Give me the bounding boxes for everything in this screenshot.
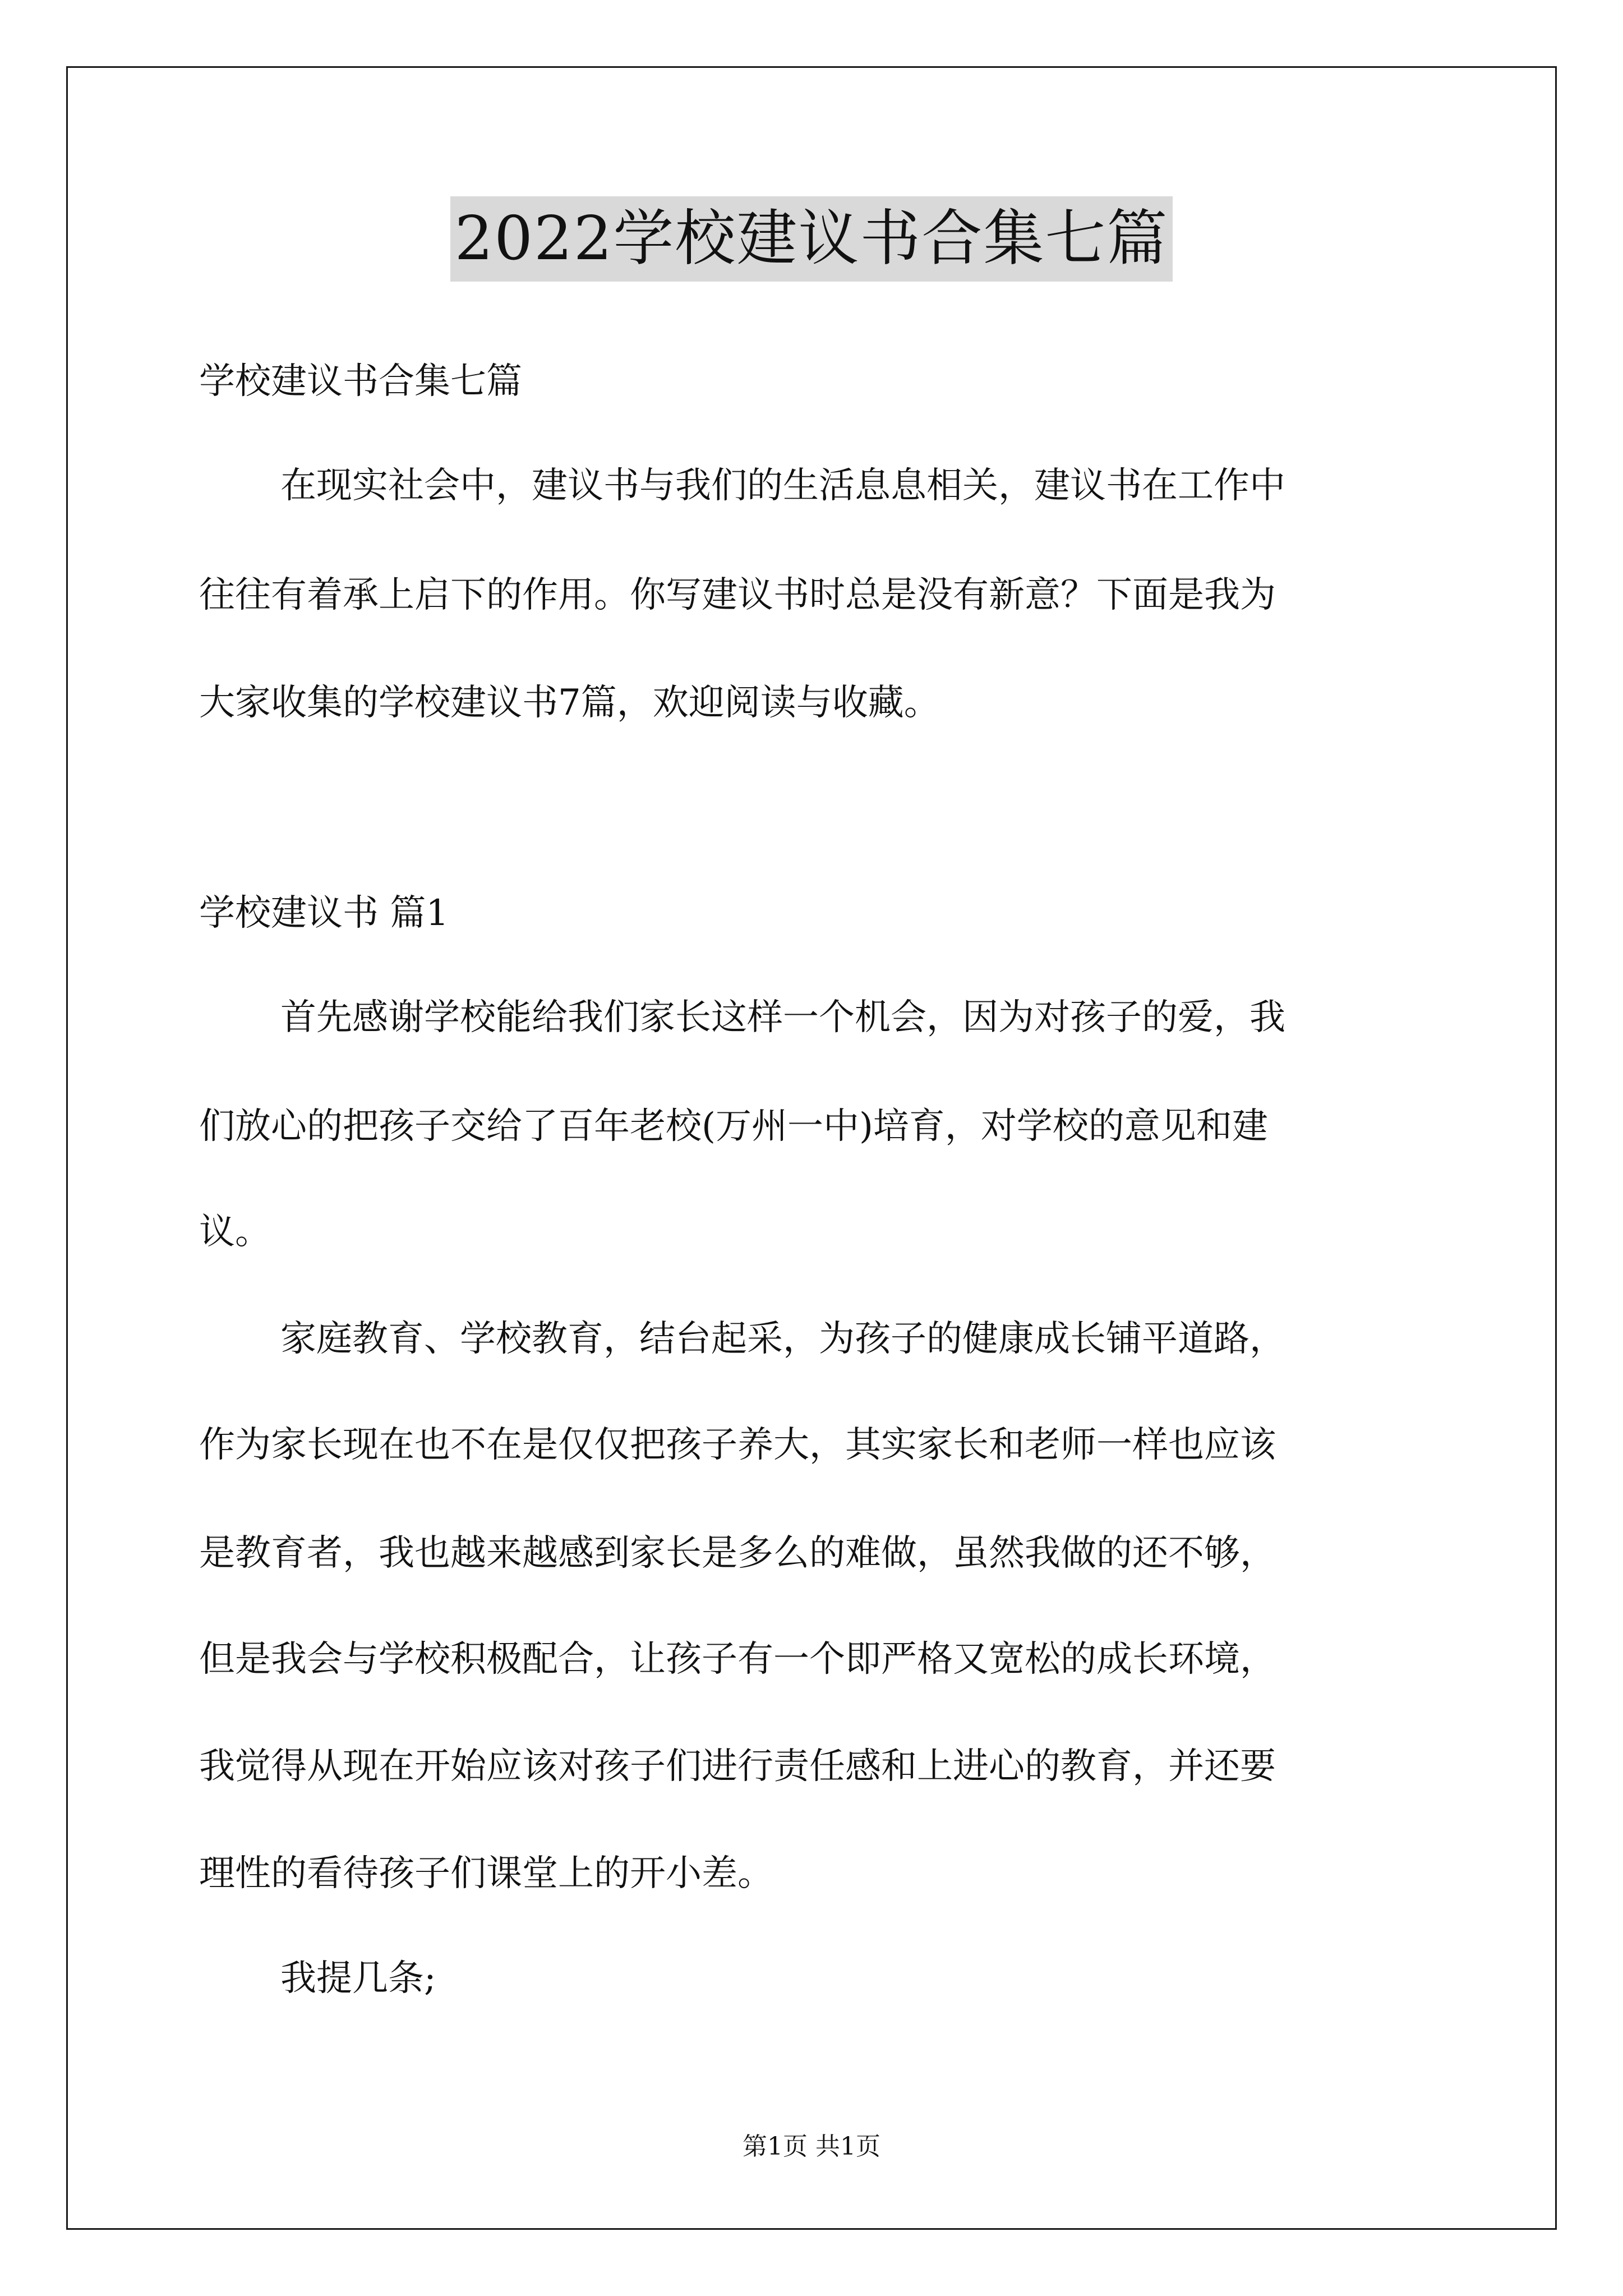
paragraph-line: 我提几条; — [280, 1958, 436, 1999]
paragraph-line: 议。 — [199, 1211, 271, 1253]
paragraph-line: 是教育者，我也越来越感到家长是多么的难做，虽然我做的还不够， — [199, 1533, 1276, 1574]
paragraph-line: 家庭教育、学校教育，结台起采，为孩子的健康成长铺平道路， — [280, 1318, 1285, 1360]
paragraph-line: 作为家长现在也不在是仅仅把孩子养大，其实家长和老师一样也应该 — [199, 1424, 1276, 1466]
section-heading: 学校建议书 篇1 — [199, 892, 449, 934]
paragraph-line: 们放心的把孩子交给了百年老校(万州一中)培育，对学校的意见和建 — [199, 1106, 1268, 1147]
document-title: 2022学校建议书合集七篇 — [450, 196, 1173, 282]
paragraph-line: 但是我会与学校积极配合，让孩子有一个即严格又宽松的成长环境， — [199, 1639, 1276, 1680]
title-container — [0, 196, 1623, 282]
page-footer: 第1页 共1页 — [743, 2132, 880, 2161]
intro-line: 在现实社会中，建议书与我们的生活息息相关，建议书在工作中 — [280, 465, 1285, 507]
paragraph-line: 理性的看待孩子们课堂上的开小差。 — [199, 1853, 773, 1894]
intro-line: 往往有着承上启下的作用。你写建议书时总是没有新意？下面是我为 — [199, 574, 1276, 616]
intro-line: 大家收集的学校建议书7篇，欢迎阅读与收藏。 — [199, 682, 940, 724]
subtitle: 学校建议书合集七篇 — [199, 361, 522, 402]
paragraph-line: 我觉得从现在开始应该对孩子们进行责任感和上进心的教育，并还要 — [199, 1746, 1276, 1787]
paragraph-line: 首先感谢学校能给我们家长这样一个机会，因为对孩子的爱，我 — [280, 997, 1285, 1038]
